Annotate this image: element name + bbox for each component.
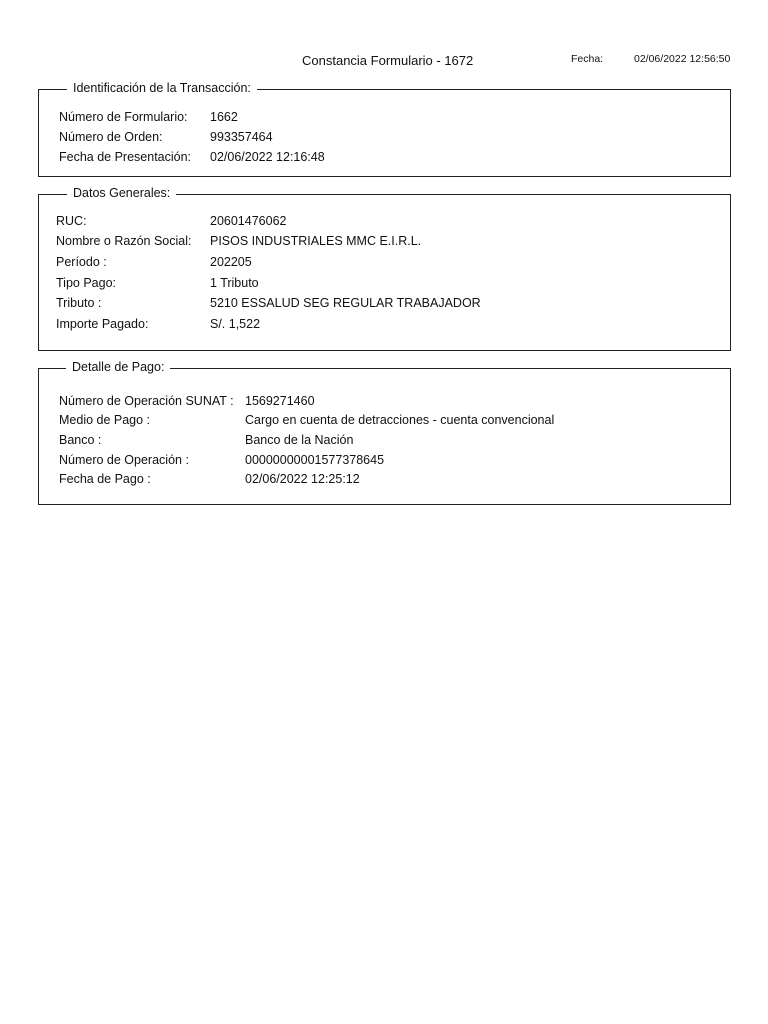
periodo-label: Período :: [56, 255, 107, 269]
numero-formulario-label: Número de Formulario:: [59, 110, 188, 124]
fecha-presentacion-label: Fecha de Presentación:: [59, 150, 192, 164]
razon-social-label: Nombre o Razón Social:: [56, 234, 192, 248]
ruc-label: RUC:: [56, 214, 87, 228]
medio-pago-label: Medio de Pago :: [59, 413, 151, 427]
detalle-pago-legend: Detalle de Pago:: [66, 360, 170, 374]
operacion-sunat-value: 1569271460: [245, 394, 315, 408]
fecha-presentacion-value: 02/06/2022 12:16:48: [210, 150, 325, 164]
numero-operacion-label: Número de Operación :: [59, 453, 189, 467]
ruc-value: 20601476062: [210, 214, 287, 228]
datos-generales-legend: Datos Generales:: [67, 186, 176, 200]
fecha-value: 02/06/2022 12:56:50: [634, 53, 731, 65]
tipo-pago-value: 1 Tributo: [210, 276, 259, 290]
operacion-sunat-label: Número de Operación SUNAT :: [59, 394, 234, 408]
importe-pagado-value: S/. 1,522: [210, 317, 261, 331]
numero-operacion-value: 00000000001577378645: [245, 453, 385, 467]
fecha-pago-value: 02/06/2022 12:25:12: [245, 472, 360, 486]
fecha-label: Fecha:: [571, 53, 604, 65]
numero-formulario-value: 1662: [210, 110, 238, 124]
banco-value: Banco de la Nación: [245, 433, 354, 447]
numero-orden-value: 993357464: [210, 130, 273, 144]
periodo-value: 202205: [210, 255, 252, 269]
document-title: Constancia Formulario - 1672: [302, 53, 474, 68]
identificacion-legend: Identificación de la Transacción:: [67, 81, 257, 95]
fecha-pago-label: Fecha de Pago :: [59, 472, 151, 486]
tipo-pago-label: Tipo Pago:: [56, 276, 116, 290]
tributo-value: 5210 ESSALUD SEG REGULAR TRABAJADOR: [210, 296, 481, 310]
banco-label: Banco :: [59, 433, 102, 447]
importe-pagado-label: Importe Pagado:: [56, 317, 149, 331]
tributo-label: Tributo :: [56, 296, 102, 310]
razon-social-value: PISOS INDUSTRIALES MMC E.I.R.L.: [210, 234, 422, 248]
numero-orden-label: Número de Orden:: [59, 130, 163, 144]
medio-pago-value: Cargo en cuenta de detracciones - cuenta convencional: [245, 413, 555, 427]
